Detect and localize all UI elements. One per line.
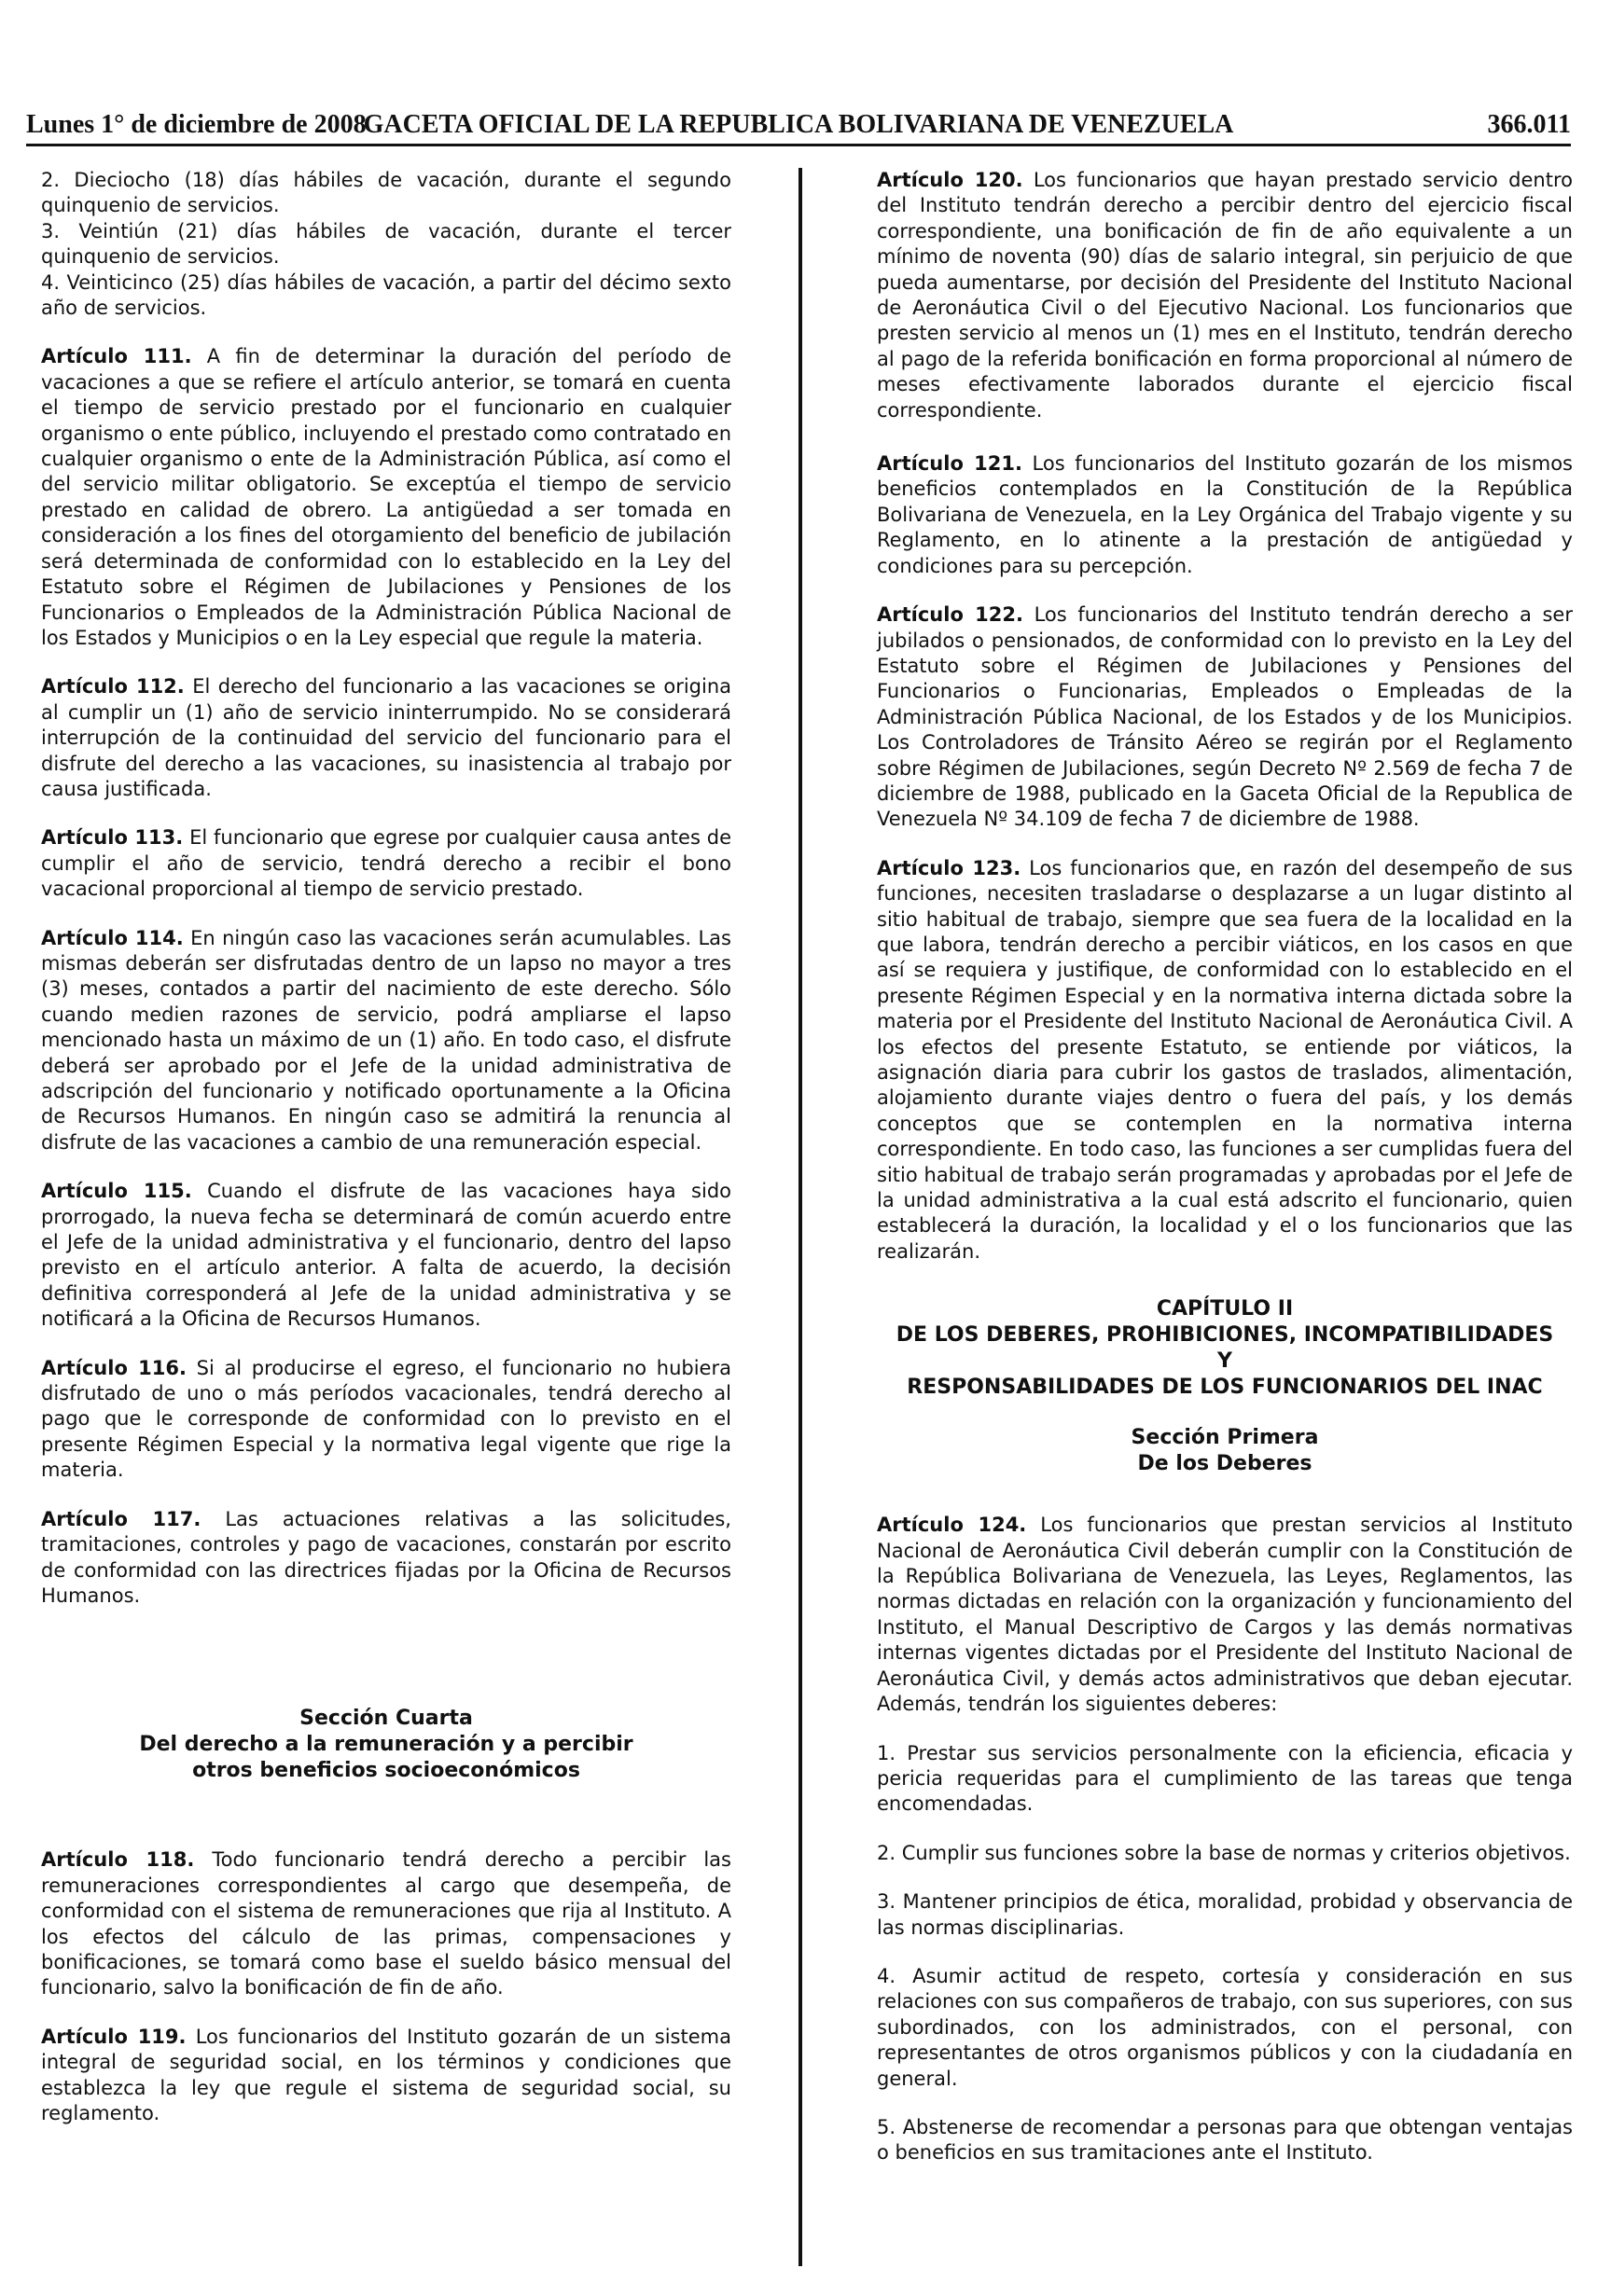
chapter-title: CAPÍTULO II (1156, 1297, 1294, 1321)
article-label: Artículo 113. (41, 826, 184, 850)
article-label: Artículo 123. (877, 856, 1021, 879)
article-115 (41, 1179, 731, 1332)
article-label: Artículo 111. (41, 345, 192, 368)
article-111 (41, 344, 731, 651)
article-text: Los funcionarios del Instituto gozarán de los mismos beneficios contemplados en la Constitución de la República Bolivariana de Venezuela, en la Ley Orgánica del Trabajo vigente y su Reglamento, en lo atinente a la prestación de antigüedad y condiciones para su percepción. (877, 452, 1573, 577)
article-122 (877, 602, 1573, 833)
article-text: Los funcionarios que hayan prestado servicio dentro del Instituto tendrán derecho a percibir dentro del ejercicio fiscal correspondiente, una bonificación de fin de año equivalente a un mínimo de noventa (90) días de salario integral, sin perjuicio de que pueda aumentarse, por decisión del Presidente del Instituto Nacional de Aeronáutica Civil o del Ejecutivo Nacional. Los funcionarios que presten servicio al menos un (1) mes en el Instituto, tendrán derecho al pago de la referida bonificación en forma proporcional al número de meses efectivamente laborados durante el ejercicio fiscal correspondiente. (877, 169, 1573, 422)
article-label: Artículo 116. (41, 1356, 187, 1379)
section-heading (41, 1706, 731, 1784)
section-subtitle: Del derecho a la remuneración y a percibir (139, 1733, 633, 1757)
section-heading (877, 1425, 1573, 1477)
list-item: 2. Dieciocho (18) días hábiles de vacación, durante el segundo quinquenio de servicios. (41, 169, 731, 217)
section-title: Sección Cuarta (299, 1707, 473, 1731)
duty-item: 4. Asumir actitud de respeto, cortesía y consideración en sus relaciones con sus compañeros de trabajo, con sus superiores, con sus subordinados, con los administrados, con el personal, con representantes de otros organismos públicos y con la ciudadanía en general. (877, 1964, 1573, 2090)
article-label: Artículo 117. (41, 1507, 201, 1530)
chapter-subtitle: RESPONSABILIDADES DE LOS FUNCIONARIOS DEL INAC (907, 1376, 1543, 1400)
article-label: Artículo 112. (41, 675, 185, 698)
column-divider (798, 168, 802, 2266)
header-issue-number: 366.011 (1487, 110, 1571, 139)
article-112 (41, 674, 731, 802)
article-124 (877, 1513, 1573, 1717)
article-text: Cuando el disfrute de las vacaciones haya sido prorrogado, la nueva fecha se determinará de común acuerdo entre el Jefe de la unidad administrativa y el funcionario, dentro del lapso previsto en el artículo anterior. A falta de acuerdo, la decisión definitiva corresponderá al Jefe de la unidad administrativa y se notificará a la Oficina de Recursos Humanos. (41, 1180, 731, 1331)
article-text: A fin de determinar la duración del período de vacaciones a que se refiere el artículo anterior, se tomará en cuenta el tiempo de servicio prestado por el funcionario en cualquier organismo o ente público, incluyendo el prestado como contratado en cualquier organismo o ente de la Administración Pública, así como el del servicio militar obligatorio. Se exceptúa el tiempo de servicio prestado en calidad de obrero. La antigüedad a ser tomada en consideración a los fines del otorgamiento del beneficio de jubilación será determinada de conformidad con lo establecido en la Ley del Estatuto sobre el Régimen de Jubilaciones y Pensiones de los Funcionarios o Empleados de la Administración Pública Nacional de los Estados y Municipios o en la Ley especial que regule la materia. (41, 345, 731, 649)
section-title: Sección Primera (1131, 1426, 1319, 1450)
chapter-heading (877, 1296, 1573, 1401)
right-column (877, 168, 1573, 2285)
gazette-header (26, 101, 1571, 146)
duty-item: 3. Mantener principios de ética, moralidad, probidad y observancia de las normas disciplinarias. (877, 1890, 1573, 1939)
chapter-subtitle: DE LOS DEBERES, PROHIBICIONES, INCOMPATIBILIDADES (896, 1323, 1554, 1348)
article-113 (41, 825, 731, 902)
article-123 (877, 856, 1573, 1266)
article-label: Artículo 118. (41, 1848, 195, 1872)
article-116 (41, 1356, 731, 1484)
article-text: Los funcionarios que prestan servicios al Instituto Nacional de Aeronáutica Civil deberán cumplir con la Constitución de la República Bolivariana de Venezuela, las Leyes, Reglamentos, las normas dictadas en relación con la organización y funcionamiento del Instituto, el Manual Descriptivo de Cargos y las demás normativas internas vigentes dictadas por el Presidente del Instituto Nacional de Aeronáutica Civil, y demás actos administrativos que deban ejecutar. Además, tendrán los siguientes deberes: (877, 1514, 1574, 1716)
article-119 (41, 2025, 731, 2127)
article-text: En ningún caso las vacaciones serán acumulables. Las mismas deberán ser disfrutadas dentro de un lapso no mayor a tres (3) meses, contados a partir del nacimiento de este derecho. Sólo cuando medien razones de servicio, podrá ampliarse el lapso mencionado hasta un máximo de un (1) año. En todo caso, el disfrute deberá ser aprobado por el Jefe de la unidad administrativa de adscripción del funcionario y notificado oportunamente a la Oficina de Recursos Humanos. En ningún caso se admitirá la renuncia al disfrute de las vacaciones a cambio de una remuneración especial. (41, 926, 731, 1154)
article-118 (41, 1847, 731, 2000)
chapter-subtitle: Y (1217, 1349, 1232, 1374)
article-text: El derecho del funcionario a las vacaciones se origina al cumplir un (1) año de servicio ininterrumpido. No se considerará interrupción de la continuidad del servicio del funcionario para el disfrute del derecho a las vacaciones, su inasistencia al trabajo por causa justificada. (41, 675, 732, 800)
article-label: Artículo 122. (877, 603, 1023, 627)
article-label: Artículo 120. (877, 169, 1023, 191)
duty-item: 2. Cumplir sus funciones sobre la base de normas y criterios objetivos. (877, 1841, 1571, 1864)
section-subtitle: De los Deberes (1137, 1452, 1312, 1476)
article-label: Artículo 124. (877, 1514, 1027, 1537)
article-text: Las actuaciones relativas a las solicitudes, tramitaciones, controles y pago de vacaciones, constarán por escrito de conformidad con las directrices fijadas por la Oficina de Recursos Humanos. (41, 1507, 731, 1607)
article-label: Artículo 114. (41, 926, 184, 949)
article-label: Artículo 115. (41, 1180, 192, 1203)
article-114 (41, 926, 731, 1156)
list-item: 3. Veintiún (21) días hábiles de vacación, durante el tercer quinquenio de servicios. (41, 219, 731, 269)
header-title: GACETA OFICIAL DE LA REPUBLICA BOLIVARIANA DE VENEZUELA (363, 110, 1234, 139)
article-121 (877, 451, 1573, 579)
article-text: Todo funcionario tendrá derecho a percibir las remuneraciones correspondientes al cargo que desempeña, de conformidad con el sistema de remuneraciones que rija al Instituto. A los efectos del cálculo de las primas, compensaciones y bonificaciones, se tomará como base el sueldo básico mensual del funcionario, salvo la bonificación de fin de año. (41, 1848, 731, 1999)
article-text: Los funcionarios que, en razón del desempeño de sus funciones, necesiten trasladarse o desplazarse a un lugar distinto al sitio habitual de trabajo, siempre que sea fuera de la localidad en la que labora, tendrán derecho a percibir viáticos, en los casos en que así se requiera y justifique, de conformidad con lo establecido en el presente Régimen Especial y en la normativa interna dictada sobre la materia por el Presidente del Instituto Nacional de Aeronáutica Civil. A los efectos del presente Estatuto, se entiende por viáticos, la asignación diaria para cubrir los gastos de traslados, alimentación, alojamiento durante viajes dentro o fuera del país, y los demás conceptos que se contemplen en la normativa interna correspondiente. En todo caso, las funciones a ser cumplidas fuera del sitio habitual de trabajo serán programadas y aprobadas por el Jefe de la unidad administrativa a la cual está adscrito el funcionario, quien establecerá la duración, la localidad y el o los funcionarios que las realizarán. (877, 856, 1573, 1263)
article-text: Los funcionarios del Instituto tendrán derecho a ser jubilados o pensionados, de conformidad con lo previsto en la Ley del Estatuto sobre el Régimen de Jubilaciones y Pensiones del Funcionarios o Funcionarias, Empleados o Empleadas de la Administración Pública Nacional, de los Estados y de los Municipios. Los Controladores de Tránsito Aéreo se regirán por el Reglamento sobre Régimen de Jubilaciones, según Decreto Nº 2.569 de fecha 7 de diciembre de 1988, publicado en la Gaceta Oficial de la Republica de Venezuela Nº 34.109 de fecha 7 de diciembre de 1988. (877, 603, 1573, 831)
article-text: El funcionario que egrese por cualquier causa antes de cumplir el año de servicio, tendrá derecho a recibir el bono vacacional proporcional al tiempo de servicio prestado. (41, 826, 731, 901)
list-item: 4. Veinticinco (25) días hábiles de vacación, a partir del décimo sexto año de servicios. (41, 270, 731, 320)
left-column (41, 168, 731, 2285)
article-label: Artículo 121. (877, 452, 1022, 476)
duty-item: 1. Prestar sus servicios personalmente con la eficiencia, eficacia y pericia requeridas para el cumplimiento de las tareas que tenga encomendadas. (877, 1741, 1573, 1816)
article-120 (877, 168, 1573, 423)
header-date: Lunes 1° de diciembre de 2008 (26, 110, 367, 139)
article-text: Los funcionarios del Instituto gozarán de un sistema integral de seguridad social, en los términos y condiciones que establezca la ley que regule el sistema de seguridad social, su reglamento. (41, 2025, 731, 2124)
vacation-list (41, 168, 731, 321)
duty-item: 5. Abstenerse de recomendar a personas para que obtengan ventajas o beneficios en sus tramitaciones ante el Instituto. (877, 2115, 1573, 2165)
article-text: Si al producirse el egreso, el funcionario no hubiera disfrutado de uno o más períodos vacacionales, tendrá derecho al pago que le corresponde de conformidad con lo previsto en el presente Régimen Especial y la normativa legal vigente que rige la materia. (41, 1356, 731, 1482)
section-subtitle: otros beneficios socioeconómicos (192, 1759, 580, 1783)
article-117 (41, 1507, 731, 1610)
article-label: Artículo 119. (41, 2025, 187, 2048)
